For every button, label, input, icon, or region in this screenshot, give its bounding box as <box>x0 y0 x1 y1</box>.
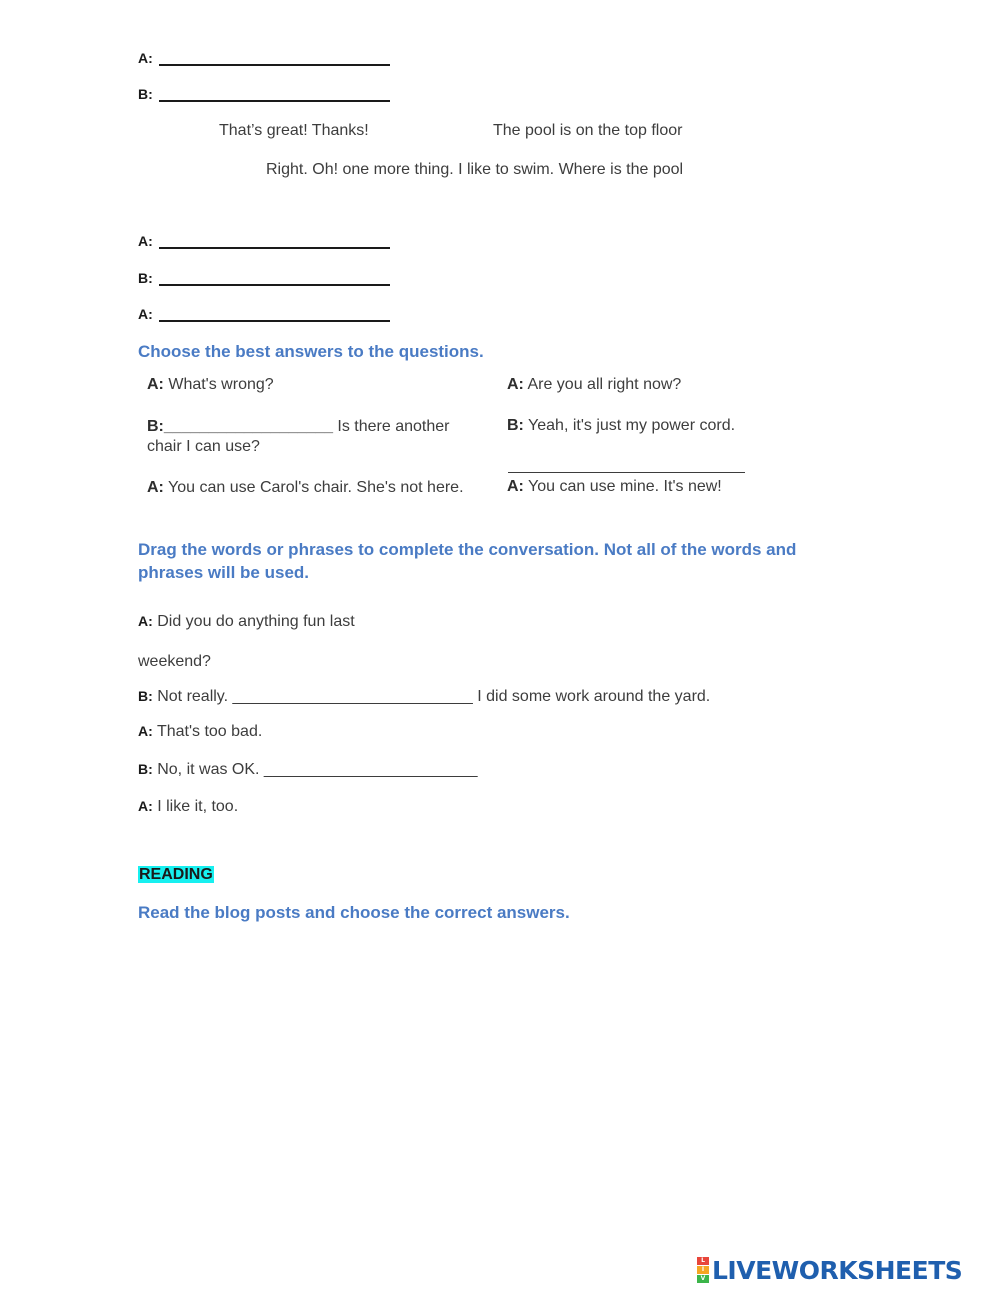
liveworksheets-logo <box>697 1255 962 1285</box>
logo-letter: V <box>697 1275 709 1283</box>
line-text: I like it, too. <box>152 798 239 815</box>
speaker-label: A: <box>138 50 153 66</box>
answer-blank-line[interactable] <box>159 64 390 66</box>
question-text: You can use Carol's chair. She's not here. <box>163 479 464 496</box>
line-text: I did some work around the yard. <box>472 688 711 705</box>
line-text: Not really. <box>152 688 233 705</box>
question-text: You can use mine. It's new! <box>523 478 722 495</box>
section-heading: Choose the best answers to the questions. <box>138 342 484 361</box>
draggable-option[interactable]: Right. Oh! one more thing. I like to swim. Where is the pool <box>266 161 684 178</box>
question-line <box>147 478 477 498</box>
answer-blank-line[interactable] <box>159 320 390 322</box>
speaker-label: B: <box>147 418 164 435</box>
question-text: Are you all right now? <box>523 376 682 393</box>
speaker-label: A: <box>507 376 524 393</box>
speaker-label: B: <box>138 688 153 704</box>
speaker-label: A: <box>138 613 153 629</box>
question-text: Yeah, it's just my power cord. <box>523 417 736 434</box>
speaker-label: A: <box>507 478 524 495</box>
speaker-label: A: <box>138 723 153 739</box>
speaker-label: B: <box>138 270 153 286</box>
speaker-label: A: <box>138 306 153 322</box>
question-text: What's wrong? <box>163 376 274 393</box>
conversation-line <box>138 613 355 631</box>
logo-letter: L <box>697 1257 709 1265</box>
answer-blank[interactable]: ________________________ <box>263 761 478 778</box>
speaker-label: A: <box>147 376 164 393</box>
line-text: No, it was OK. <box>152 761 264 778</box>
question-line <box>147 417 487 457</box>
speaker-label: A: <box>138 233 153 249</box>
answer-blank-line[interactable] <box>508 472 745 473</box>
conversation-line <box>138 688 710 706</box>
answer-blank-line[interactable] <box>159 284 390 286</box>
answer-blank[interactable]: ___________________ <box>163 418 333 435</box>
line-text: That's too bad. <box>152 723 263 740</box>
section-heading: Drag the words or phrases to complete the conversation. Not all of the words and phrases will be used. <box>138 540 797 582</box>
question-line <box>147 376 477 394</box>
answer-blank[interactable]: ___________________________ <box>232 688 473 705</box>
logo-letter: I <box>697 1266 709 1274</box>
speaker-label: A: <box>147 479 164 496</box>
draggable-option[interactable]: The pool is on the top floor <box>493 122 683 139</box>
question-line <box>507 478 837 496</box>
logo-text: LIVEWORKSHEETS <box>712 1255 963 1285</box>
reading-label: READING <box>139 866 213 883</box>
line-text: Did you do anything fun last <box>152 613 355 630</box>
draggable-option[interactable]: That’s great! Thanks! <box>219 122 369 139</box>
reading-label-wrapper <box>138 866 214 884</box>
conversation-line <box>138 761 477 779</box>
conversation-line-continued: weekend? <box>138 653 211 670</box>
speaker-label: A: <box>138 798 153 814</box>
question-line <box>507 417 837 435</box>
conversation-line <box>138 723 262 741</box>
section-heading: Read the blog posts and choose the correct answers. <box>138 903 570 922</box>
speaker-label: B: <box>138 761 153 777</box>
answer-blank-line[interactable] <box>159 100 390 102</box>
speaker-label: B: <box>507 417 524 434</box>
answer-blank-line[interactable] <box>159 247 390 249</box>
question-line <box>507 376 837 394</box>
speaker-label: B: <box>138 86 153 102</box>
conversation-line <box>138 798 238 816</box>
question-text: Is there another chair I can use? <box>147 418 450 455</box>
logo-mark-icon <box>697 1257 709 1283</box>
